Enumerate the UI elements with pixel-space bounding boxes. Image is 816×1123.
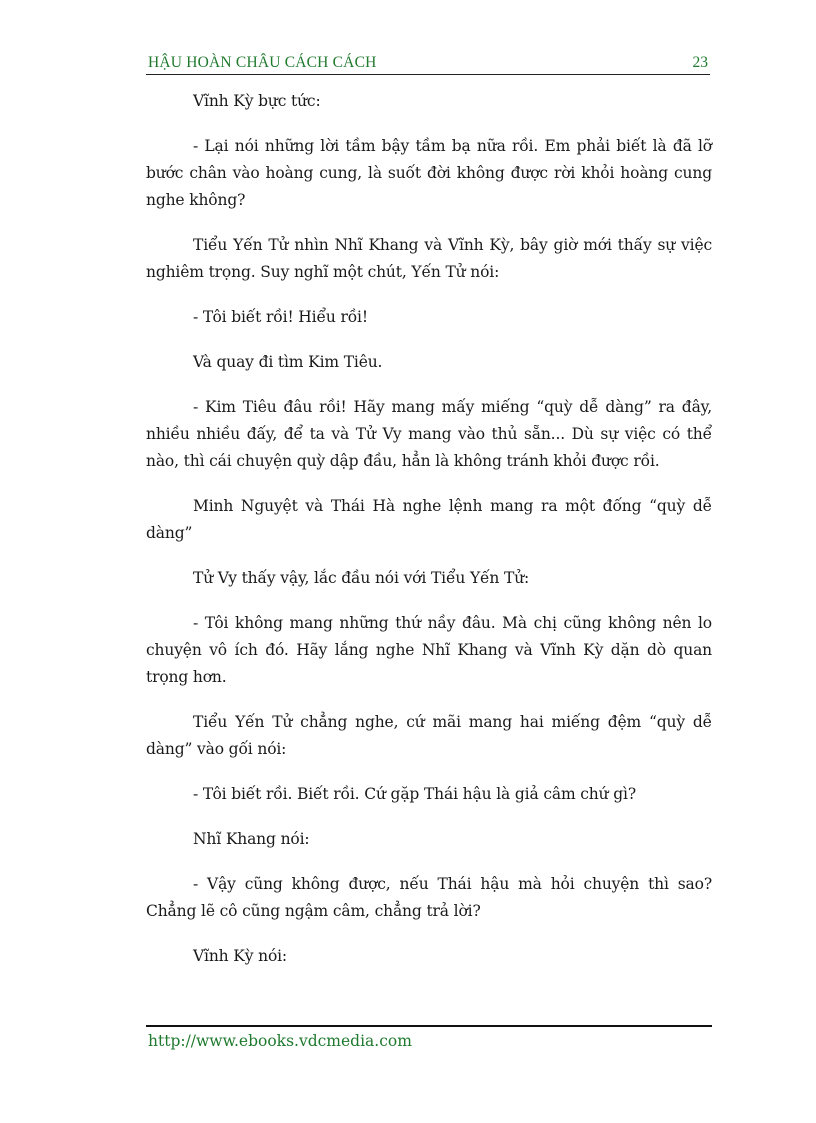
paragraph: Minh Nguyệt và Thái Hà nghe lệnh mang ra một đống “quỳ dễ dàng”	[146, 497, 712, 542]
page-header	[146, 52, 710, 75]
paragraph: - Kim Tiêu đâu rồi! Hãy mang mấy miếng “quỳ dễ dàng” ra đây, nhiều nhiều đấy, để ta và Tử Vy mang vào thủ sẵn... Dù sự việc có thể nào, thì cái chuyện quỳ dập đầu, hẳn là không tránh khỏi được rồi.	[146, 398, 712, 470]
paragraph: - Lại nói những lời tầm bậy tầm bạ nữa rồi. Em phải biết là đã lỡ bước chân vào hoàng cung, là suốt đời không được rời khỏi hoàng cung nghe không?	[146, 137, 712, 209]
paragraph: - Tôi biết rồi. Biết rồi. Cứ gặp Thái hậu là giả câm chứ gì?	[193, 785, 636, 803]
paragraph: Vĩnh Kỳ nói:	[193, 947, 288, 965]
paragraph: - Tôi không mang những thứ nầy đâu. Mà chị cũng không nên lo chuyện vô ích đó. Hãy lắng nghe Nhĩ Khang và Vĩnh Kỳ dặn dò quan trọng hơn.	[146, 614, 712, 686]
footer-divider	[146, 1025, 712, 1027]
paragraph: Tiểu Yến Tử chẳng nghe, cứ mãi mang hai miếng đệm “quỳ dễ dàng” vào gối nói:	[146, 713, 712, 758]
book-title: HẬU HOÀN CHÂU CÁCH CÁCH	[148, 54, 377, 71]
footer-website-link[interactable]: http://www.ebooks.vdcmedia.com	[148, 1032, 412, 1050]
paragraph: Và quay đi tìm Kim Tiêu.	[193, 353, 383, 371]
paragraph: - Vậy cũng không được, nếu Thái hậu mà hỏi chuyện thì sao? Chẳng lẽ cô cũng ngậm câm, chẳng trả lời?	[146, 875, 712, 920]
page-number: 23	[692, 54, 708, 71]
paragraph: Vĩnh Kỳ bực tức:	[193, 92, 321, 110]
paragraph: - Tôi biết rồi! Hiểu rồi!	[193, 308, 368, 326]
page-body	[146, 88, 712, 988]
paragraph: Tiểu Yến Tử nhìn Nhĩ Khang và Vĩnh Kỳ, bây giờ mới thấy sự việc nghiêm trọng. Suy nghĩ một chút, Yến Tử nói:	[146, 236, 712, 281]
paragraph: Nhĩ Khang nói:	[193, 830, 310, 848]
paragraph: Tử Vy thấy vậy, lắc đầu nói với Tiểu Yến Tử:	[193, 569, 530, 587]
